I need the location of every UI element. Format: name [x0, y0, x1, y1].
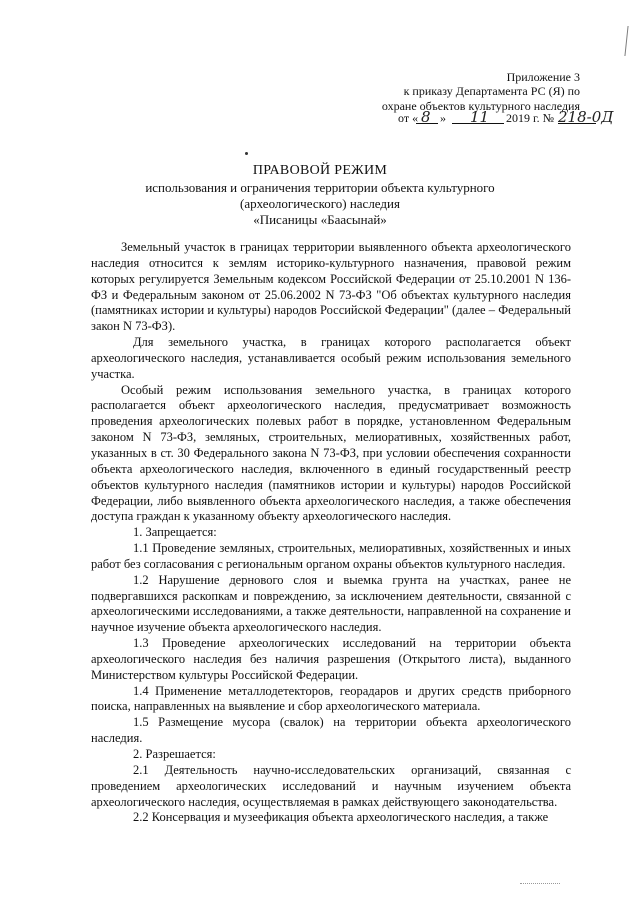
subtitle-line-2: (археологического) наследия — [240, 196, 400, 211]
footer-mark — [520, 883, 560, 884]
order-line — [398, 108, 614, 128]
order-month: 11 — [470, 108, 490, 126]
appendix-line: Приложение 3 — [506, 70, 580, 84]
order-year: 2019 г. № — [506, 111, 555, 125]
clause-2-1: 2.1 Деятельность научно-исследовательских организаций, связанная с проведением археологических исследований и научным изучением объекта археологического наследия, осуществляемая в рамках действующего законодательства. — [91, 762, 571, 809]
clause-1-4: 1.4 Применение металлодетекторов, георадаров и других средств приборного поиска, направленных на выявление и сбор археологического материала. — [91, 683, 571, 714]
paragraph-land-status: Земельный участок в границах территории выявленного объекта археологического наследия относится к землям историко-культурного назначения, правовой режим которых регулируется Земельным кодексом Российской Федерации от 25.10.2001 N 136-ФЗ и Федеральным законом от 25.06.2002 N 73-ФЗ "Об объектах культурного наследия (памятниках истории и культуры) народов Российской Федерации" (далее – Федеральный закон N 73-ФЗ). — [91, 240, 571, 334]
clause-2-2: 2.2 Консервация и музеефикация объекта археологического наследия, а также — [133, 810, 549, 825]
section-allowed: 2. Разрешается: — [133, 747, 216, 761]
paragraph-special-regime: Для земельного участка, в границах которого располагается объект археологического наследия, устанавливается особый режим использования земельного участка. — [91, 335, 571, 381]
order-prefix: от « — [398, 111, 419, 125]
subtitle-line-3: «Писаницы «Баасынай» — [253, 212, 387, 227]
clause-1-2: 1.2 Нарушение дернового слоя и выемка грунта на участках, ранее не подвергавшихся раскопкам и повреждению, за исключением деятельности, связанной с археологическими исследованиями, а также деятельности, направленной на сохранение и научное изучение объекта археологического наследия. — [91, 572, 571, 635]
margin-pen-mark — [624, 26, 637, 56]
order-day: 8 — [421, 108, 431, 126]
paragraph-regime-details: Особый режим использования земельного участка, в границах которого располагается объект археологического наследия, предусматривает возможность проведения археологических полевых работ в порядке, установленном Федеральным законом N 73-ФЗ, земляных, строительных, мелиоративных, хозяйственных работ, указанных в ст. 30 Федерального закона N 73-ФЗ, при условии обеспечения сохранности объекта археологического наследия, включенного в единый государственный реестр объектов культурного наследия (памятников истории и культуры) народов Российской Федерации, либо выявленного объекта археологического наследия, а также обеспечения доступа граждан к указанному объекту археологического наследия. — [91, 382, 571, 524]
clause-1-1: 1.1 Проведение земляных, строительных, мелиоративных, хозяйственных и иных работ без согласования с региональным органом охраны объектов культурного наследия. — [91, 541, 571, 571]
ink-dot — [245, 152, 248, 155]
clause-1-5: 1.5 Размещение мусора (свалок) на территории объекта археологического наследия. — [91, 715, 571, 746]
document-title: ПРАВОВОЙ РЕЖИМ — [252, 163, 388, 178]
appendix-line: к приказу Департамента РС (Я) по — [403, 84, 580, 99]
appendix-line: охране объектов культурного наследия — [381, 98, 580, 113]
order-number: 218-0Д — [558, 108, 614, 126]
order-mid: » — [440, 111, 446, 125]
clause-1-3: 1.3 Проведение археологических исследований на территории объекта археологического наследия без наличия разрешения (Открытого листа), выданного Министерством культуры Российской Федерации. — [91, 636, 571, 682]
subtitle-line-1: использования и ограничения территории объекта культурного — [145, 180, 495, 195]
document-body — [91, 240, 571, 826]
appendix-block — [280, 70, 580, 113]
section-prohibited: 1. Запрещается: — [133, 525, 217, 540]
